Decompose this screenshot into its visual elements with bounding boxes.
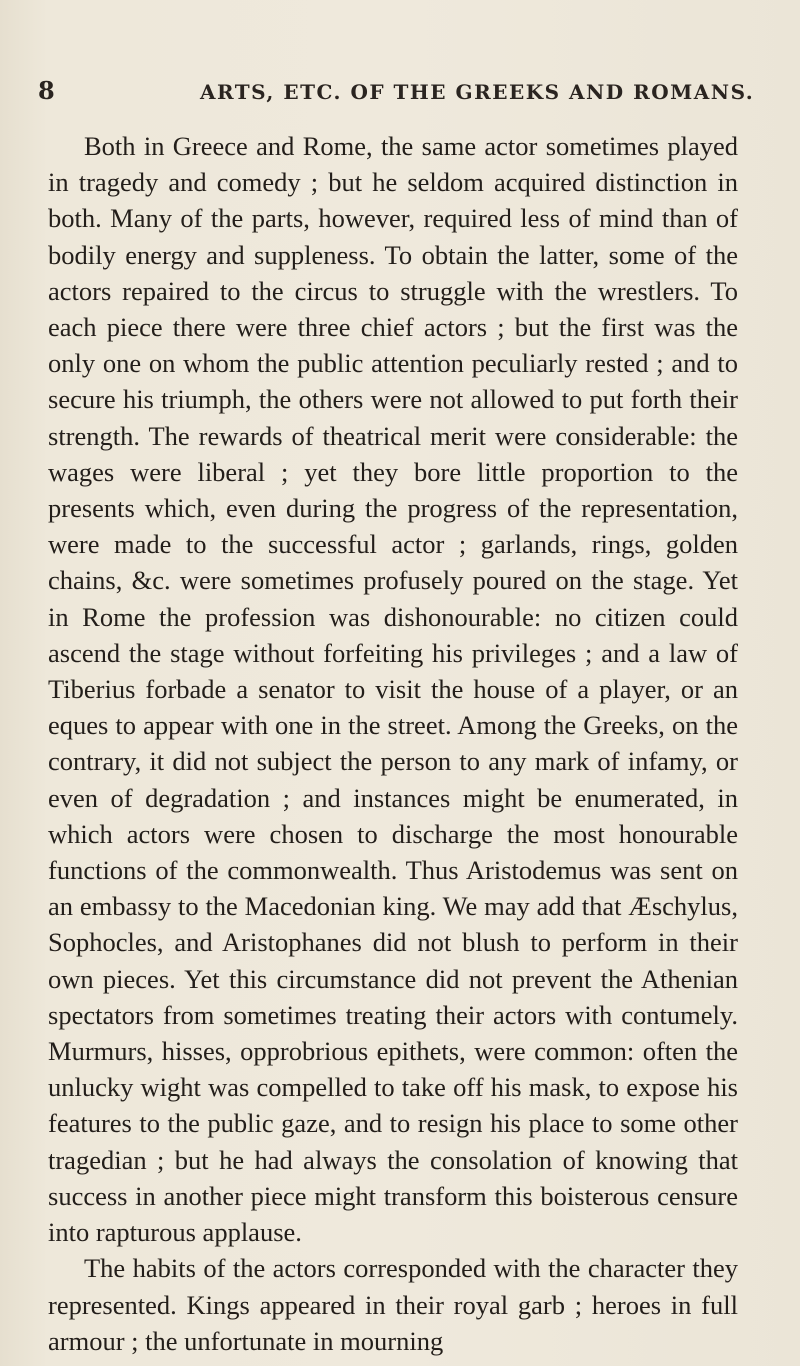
running-title: ARTS, ETC. OF THE GREEKS AND ROMANS. <box>200 80 755 104</box>
paragraph: The habits of the actors corresponded with the character they represented. Kings appeared in their royal garb ; heroes in full armour ; the unfortunate in mourning <box>48 1253 738 1356</box>
paragraph: Both in Greece and Rome, the same actor sometimes played in tragedy and comedy ; but he seldom acquired distinction in both. Many of the parts, however, required less of mind than of bodily energy and suppleness. To obtain the latter, some of the actors repaired to the circus to struggle with the wrestlers. To each piece there were three chief actors ; but the first was the only one on whom the public attention peculiarly rested ; and to secure his triumph, the others were not allowed to put forth their strength. The rewards of theatrical merit were considerable: the wages were liberal ; yet they bore little proportion to the presents which, even during the progress of the representation, were made to the successful actor ; garlands, rings, golden chains, &c. were sometimes profusely poured on the stage. Yet in Rome the profession was dishonourable: no citizen could ascend the stage without forfeiting his privileges ; and a law of Tiberius forbade a senator to visit the house of a player, or an eques to appear with one in the street. Among the Greeks, on the contrary, it did not subject the person to any mark of infamy, or even of degradation ; and instances might be enumerated, in which actors were chosen to discharge the most honourable functions of the commonwealth. Thus Aristodemus was sent on an embassy to the Macedonian king. We may add that Æschylus, Sophocles, and Aristophanes did not blush to perform in their own pieces. Yet this circumstance did not prevent the Athenian spectators from sometimes treating their actors with contumely. Murmurs, hisses, opprobrious epithets, were common: often the unlucky wight was compelled to take off his mask, to expose his features to the public gaze, and to resign his place to some other tragedian ; but he had always the consolation of knowing that success in another piece might transform this boisterous censure into rapturous applause. <box>48 131 738 1248</box>
body-text <box>48 128 738 1359</box>
page-number: 8 <box>38 76 55 105</box>
page-header <box>38 62 762 106</box>
